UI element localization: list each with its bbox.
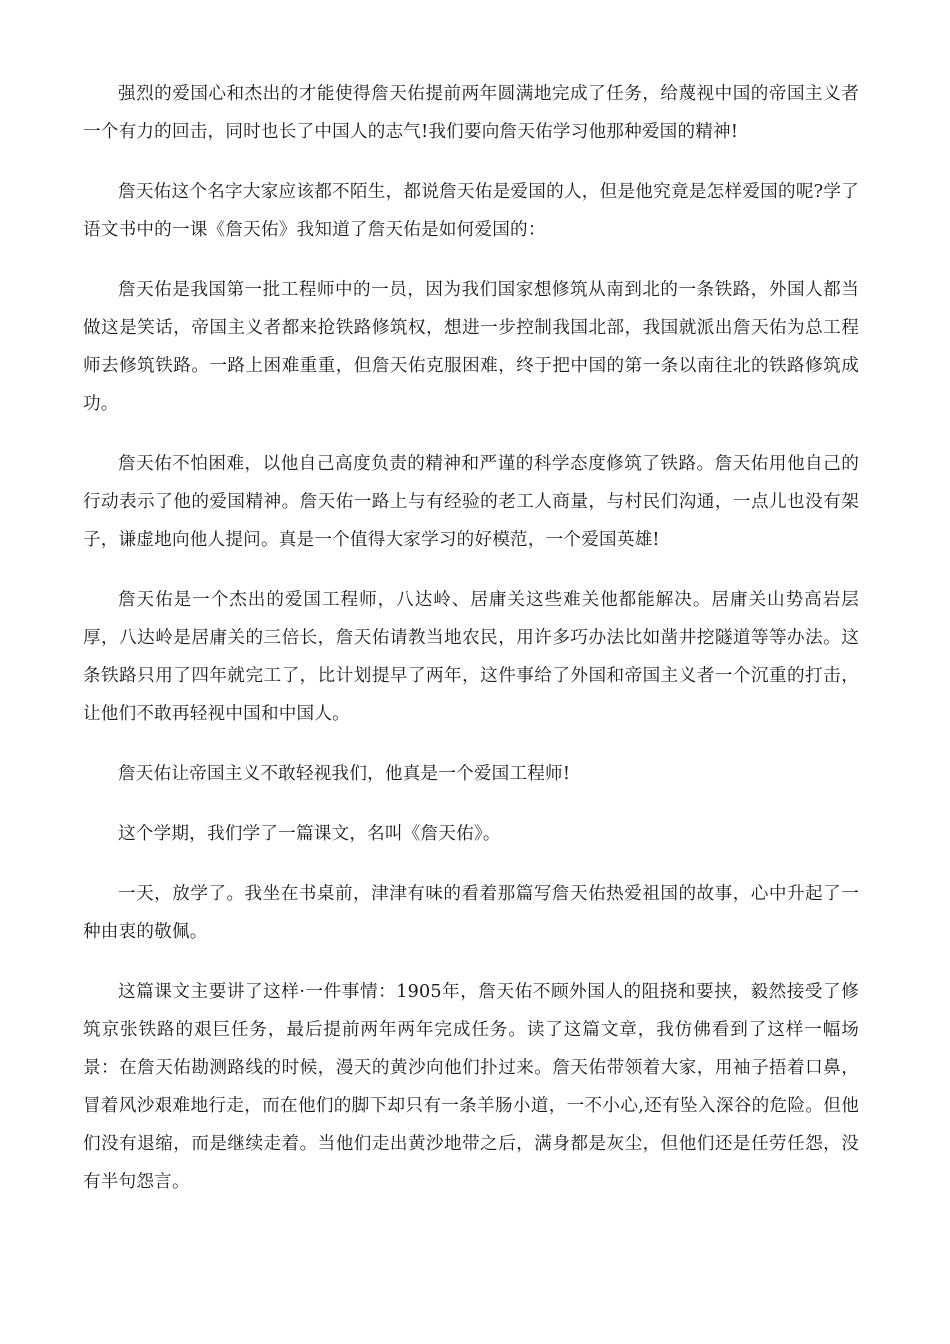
paragraph-6: 詹天佑让帝国主义不敢轻视我们，他真是一个爱国工程师! bbox=[118, 764, 571, 784]
document-body bbox=[83, 75, 859, 1223]
paragraph-1: 强烈的爱国心和杰出的才能使得詹天佑提前两年圆满地完成了任务，给蔑视中国的帝国主义者一个有力的回击，同时也长了中国人的志气!我们要向詹天佑学习他那种爱国的精神! bbox=[83, 84, 859, 142]
paragraph-3: 詹天佑是我国第一批工程师中的一员，因为我们国家想修筑从南到北的一条铁路，外国人都当做这是笑话，帝国主义者都来抢铁路修筑权，想进一步控制我国北部，我国就派出詹天佑为总工程师去修筑铁路。一路上困难重重，但詹天佑克服困难，终于把中国的第一条以南往北的铁路修筑成功。 bbox=[83, 280, 859, 414]
paragraph-4: 詹天佑不怕困难，以他自己高度负责的精神和严谨的科学态度修筑了铁路。詹天佑用他自己的行动表示了他的爱国精神。詹天佑一路上与有经验的老工人商量，与村民们沟通，一点儿也没有架子，谦虚地向他人提问。真是一个值得大家学习的好模范，一个爱国英雄! bbox=[83, 454, 859, 550]
paragraph-2: 詹天佑这个名字大家应该都不陌生，都说詹天佑是爱国的人，但是他究竟是怎样爱国的呢?学了语文书中的一课《詹天佑》我知道了詹天佑是如何爱国的： bbox=[83, 182, 859, 240]
paragraph-7: 这个学期，我们学了一篇课文，名叫《詹天佑》。 bbox=[118, 824, 501, 844]
paragraph-5: 詹天佑是一个杰出的爱国工程师，八达岭、居庸关这些难关他都能解决。居庸关山势高岩层厚，八达岭是居庸关的三倍长，詹天佑请教当地农民，用许多巧办法比如凿井挖隧道等等办法。这条铁路只用了四年就完工了，比计划提早了两年，这件事给了外国和帝国主义者一个沉重的打击，让他们不敢再轻视中国和中国人。 bbox=[83, 590, 859, 724]
paragraph-9: 这篇课文主要讲了这样·一件事情：1905年，詹天佑不顾外国人的阻挠和要挟，毅然接受了修筑京张铁路的艰巨任务，最后提前两年两年完成任务。读了这篇文章，我仿佛看到了这样一幅场景：在詹天佑勘测路线的时候，漫天的黄沙向他们扑过来。詹天佑带领着大家，用袖子捂着口鼻，冒着风沙艰难地行走，而在他们的脚下却只有一条羊肠小道，一不小心,还有坠入深谷的危险。但他们没有退缩，而是继续走着。当他们走出黄沙地带之后，满身都是灰尘，但他们还是任劳任怨，没有半句怨言。 bbox=[83, 982, 859, 1192]
paragraph-8: 一天，放学了。我坐在书桌前，津津有味的看着那篇写詹天佑热爱祖国的故事，心中升起了一种由衷的敬佩。 bbox=[83, 884, 859, 942]
